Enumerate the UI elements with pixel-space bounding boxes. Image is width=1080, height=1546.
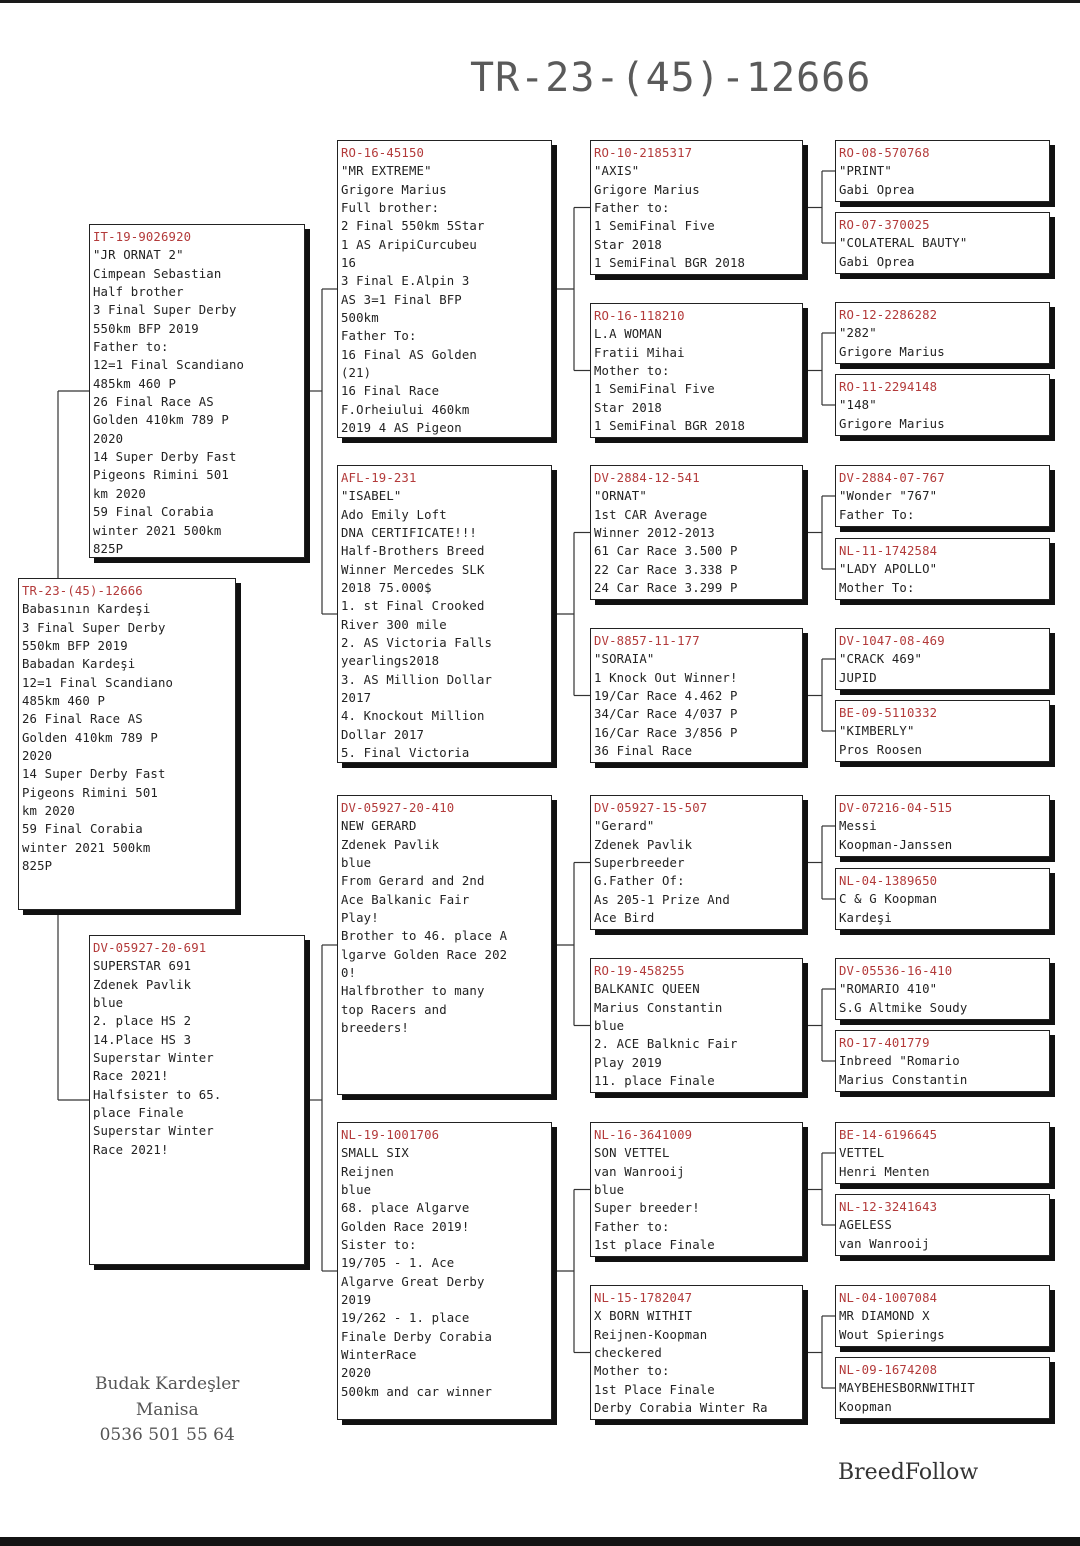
- card-line: WinterRace: [341, 1348, 417, 1363]
- card-line: yearlings2018: [341, 654, 440, 669]
- card-line: 16/Car Race 3/856 P: [594, 725, 738, 740]
- card-line: 1 SemiFinal Five: [594, 382, 715, 397]
- card-line: Half brother: [93, 285, 184, 300]
- card-line: Gabi Oprea: [839, 254, 915, 269]
- card-line: Play 2019: [594, 1055, 662, 1070]
- ring-number: AFL-19-231: [341, 471, 417, 485]
- pedigree-title: TR-23-(45)-12666: [470, 55, 872, 101]
- card-line: 2. place HS 2: [93, 1014, 192, 1029]
- card-line: AGELESS: [839, 1218, 892, 1233]
- card-line: 59 Final Corabia: [22, 822, 143, 837]
- pedigree-card-dam: [89, 935, 305, 1265]
- card-line: 2019: [341, 1293, 372, 1308]
- card-line: Golden Race 2019!: [341, 1219, 470, 1234]
- card-line: Inbreed "Romario: [839, 1054, 960, 1069]
- card-line: Finale Derby Corabia: [341, 1329, 493, 1344]
- card-line: km 2020: [93, 486, 146, 501]
- card-line: 22 Car Race 3.338 P: [594, 562, 738, 577]
- pedigree-card-ddd: [590, 1285, 803, 1420]
- card-line: van Wanrooij: [594, 1164, 685, 1179]
- ring-number: DV-2884-12-541: [594, 471, 700, 485]
- card-line: Race 2021!: [93, 1142, 169, 1157]
- ring-number: DV-1047-08-469: [839, 634, 945, 648]
- card-line: Mother To:: [839, 580, 915, 595]
- card-line: 1 SemiFinal Five: [594, 219, 715, 234]
- card-line: 14.Place HS 3: [93, 1032, 192, 1047]
- card-line: 1 Knock Out Winner!: [594, 670, 738, 685]
- card-line: 59 Final Corabia: [93, 505, 214, 520]
- card-line: 24 Car Race 3.299 P: [594, 581, 738, 596]
- card-line: 19/705 - 1. Ace: [341, 1256, 455, 1271]
- card-line: Play!: [341, 911, 379, 926]
- ring-number: DV-2884-07-767: [839, 471, 945, 485]
- card-line: 26 Final Race AS: [93, 395, 214, 410]
- card-line: Superstar Winter: [93, 1051, 214, 1066]
- card-line: Grigore Marius: [341, 182, 447, 197]
- ring-number: RO-16-118210: [594, 309, 685, 323]
- card-line: Ace Bird: [594, 911, 655, 926]
- card-line: Father to:: [93, 340, 169, 355]
- card-line: 2020: [341, 1366, 372, 1381]
- card-line: Ace Balkanic Fair: [341, 892, 470, 907]
- card-line: lgarve Golden Race 202: [341, 947, 508, 962]
- ring-number: DV-8857-11-177: [594, 634, 700, 648]
- card-line: Halfbrother to many: [341, 984, 485, 999]
- card-line: Golden 410km 789 P: [93, 413, 229, 428]
- card-line: "LADY APOLLO": [839, 562, 938, 577]
- card-line: 19/262 - 1. place: [341, 1311, 470, 1326]
- card-line: Fratii Mihai: [594, 345, 685, 360]
- bottom-bar: [0, 1537, 1080, 1546]
- ring-number: DV-05927-20-410: [341, 801, 455, 815]
- card-line: 5. Final Victoria: [341, 746, 470, 761]
- card-line: "JR ORNAT 2": [93, 248, 184, 263]
- card-line: Father To:: [839, 507, 915, 522]
- card-line: 550km BFP 2019: [93, 321, 199, 336]
- owner-city: Manisa: [135, 1399, 199, 1420]
- pedigree-card-dd: [337, 1122, 552, 1420]
- pedigree-card-ssd: [590, 303, 803, 438]
- card-line: 19/Car Race 4.462 P: [594, 689, 738, 704]
- pedigree-card-g7: [835, 628, 1050, 690]
- card-line: 36 Final Race: [594, 744, 693, 759]
- ring-number: NL-15-1782047: [594, 1291, 693, 1305]
- card-line: X BORN WITHIT: [594, 1309, 693, 1324]
- owner-contact: [95, 1372, 239, 1449]
- card-line: Wout Spierings: [839, 1327, 945, 1342]
- card-line: 68. place Algarve: [341, 1201, 470, 1216]
- card-line: Brother to 46. place A: [341, 929, 508, 944]
- card-line: JUPID: [839, 670, 877, 685]
- pedigree-card-g10: [835, 868, 1050, 930]
- card-line: Babasının Kardeşi: [22, 602, 151, 617]
- card-line: blue: [594, 1183, 625, 1198]
- owner-phone: 0536 501 55 64: [99, 1425, 235, 1445]
- card-line: Grigore Marius: [839, 416, 945, 431]
- pedigree-card-g2: [835, 212, 1050, 274]
- card-line: 1st place Finale: [594, 1238, 715, 1253]
- card-line: "ISABEL": [341, 489, 402, 504]
- card-line: DNA CERTIFICATE!!!: [341, 526, 477, 541]
- card-line: Halfsister to 65.: [93, 1087, 222, 1102]
- pedigree-card-g14: [835, 1194, 1050, 1256]
- pedigree-card-sire: [89, 224, 305, 558]
- card-line: Full brother:: [341, 201, 440, 216]
- ring-number: RO-19-458255: [594, 964, 685, 978]
- card-line: "SORAIA": [594, 652, 655, 667]
- card-line: NEW GERARD: [341, 819, 417, 834]
- pedigree-card-dss: [590, 795, 803, 930]
- card-line: Messi: [839, 819, 877, 834]
- card-line: 2. AS Victoria Falls: [341, 636, 493, 651]
- pedigree-card-sss: [590, 140, 803, 275]
- card-line: "CRACK 469": [839, 652, 923, 667]
- card-line: 485km 460 P: [22, 694, 106, 709]
- pedigree-card-g9: [835, 795, 1050, 857]
- card-line: Golden 410km 789 P: [22, 730, 158, 745]
- card-line: blue: [341, 856, 372, 871]
- card-line: 3. AS Million Dollar: [341, 672, 493, 687]
- ring-number: DV-07216-04-515: [839, 801, 953, 815]
- card-line: G.Father Of:: [594, 874, 685, 889]
- card-line: 12=1 Final Scandiano: [93, 358, 245, 373]
- card-line: VETTEL: [839, 1146, 885, 1161]
- card-line: 3 Final E.Alpin 3: [341, 274, 470, 289]
- card-line: F.Orheiului 460km: [341, 402, 470, 417]
- card-line: Superstar Winter: [93, 1124, 214, 1139]
- card-line: 2018 75.000$: [341, 581, 432, 596]
- card-line: SMALL SIX: [341, 1146, 409, 1161]
- card-line: Father To:: [341, 329, 417, 344]
- ring-number: IT-19-9026920: [93, 230, 192, 244]
- card-line: SUPERSTAR 691: [93, 959, 192, 974]
- card-line: Mother to:: [594, 1364, 670, 1379]
- card-line: blue: [594, 1019, 625, 1034]
- card-line: 825P: [22, 859, 53, 874]
- card-line: Sister to:: [341, 1238, 417, 1253]
- card-line: 11. place Finale: [594, 1074, 715, 1089]
- ring-number: RO-10-2185317: [594, 146, 693, 160]
- card-line: 485km 460 P: [93, 376, 177, 391]
- pedigree-card-g4: [835, 374, 1050, 436]
- card-line: Winner Mercedes SLK: [341, 562, 485, 577]
- card-line: SON VETTEL: [594, 1146, 670, 1161]
- pedigree-card-g1: [835, 140, 1050, 202]
- card-line: 550km BFP 2019: [22, 639, 128, 654]
- card-line: 1st CAR Average: [594, 507, 708, 522]
- card-line: Race 2021!: [93, 1069, 169, 1084]
- card-line: Pigeons Rimini 501: [22, 785, 158, 800]
- card-line: Pros Roosen: [839, 742, 923, 757]
- card-line: AS 3=1 Final BFP: [341, 292, 462, 307]
- ring-number: RO-16-45150: [341, 146, 425, 160]
- card-line: "Wonder "767": [839, 489, 938, 504]
- card-line: "ORNAT": [594, 489, 647, 504]
- ring-number: NL-04-1007084: [839, 1291, 938, 1305]
- card-line: Pigeons Rimini 501: [93, 468, 229, 483]
- card-line: top Racers and: [341, 1002, 447, 1017]
- card-line: winter 2021 500km: [22, 840, 151, 855]
- card-line: 825P: [93, 541, 124, 556]
- card-line: C & G Koopman: [839, 892, 938, 907]
- card-line: winter 2021 500km: [93, 523, 222, 538]
- card-line: 1 AS AripiCurcubeu: [341, 237, 477, 252]
- card-line: "MR EXTREME": [341, 164, 432, 179]
- ring-number: NL-19-1001706: [341, 1128, 440, 1142]
- card-line: Gabi Oprea: [839, 182, 915, 197]
- card-line: 16: [341, 256, 357, 271]
- pedigree-card-ds: [337, 795, 552, 1095]
- card-line: blue: [93, 996, 124, 1011]
- card-line: 0!: [341, 966, 357, 981]
- card-line: Zdenek Pavlik: [93, 977, 192, 992]
- card-line: 3 Final Super Derby: [93, 303, 237, 318]
- pedigree-card-dsd: [590, 958, 803, 1093]
- pedigree-card-sd: [337, 465, 552, 763]
- card-line: Half-Brothers Breed: [341, 544, 485, 559]
- card-line: Henri Menten: [839, 1164, 930, 1179]
- card-line: BALKANIC QUEEN: [594, 982, 700, 997]
- card-line: Star 2018: [594, 237, 662, 252]
- card-line: Superbreeder: [594, 856, 685, 871]
- card-line: 16 Final Race: [341, 384, 440, 399]
- card-line: Dollar 2017: [341, 727, 425, 742]
- pedigree-card-g16: [835, 1357, 1050, 1419]
- card-line: km 2020: [22, 804, 75, 819]
- ring-number: RO-12-2286282: [839, 308, 938, 322]
- card-line: "COLATERAL BAUTY": [839, 236, 968, 251]
- card-line: "282": [839, 326, 877, 341]
- card-line: Cimpean Sebastian: [93, 266, 222, 281]
- ring-number: RO-08-570768: [839, 146, 930, 160]
- card-line: 2020: [22, 749, 53, 764]
- owner-name: Budak Kardeşler: [95, 1374, 240, 1394]
- card-line: 2019 4 AS Pigeon: [341, 421, 462, 436]
- card-line: 12=1 Final Scandiano: [22, 675, 174, 690]
- card-line: Super breeder!: [594, 1201, 700, 1216]
- card-line: 61 Car Race 3.500 P: [594, 544, 738, 559]
- card-line: Kardeşi: [839, 910, 892, 925]
- card-line: Grigore Marius: [594, 182, 700, 197]
- card-line: 2. ACE Balknic Fair: [594, 1037, 738, 1052]
- card-line: 1st Place Finale: [594, 1382, 715, 1397]
- card-line: Babadan Kardeşi: [22, 657, 136, 672]
- pedigree-card-g13: [835, 1122, 1050, 1184]
- card-line: Reijnen: [341, 1164, 394, 1179]
- card-line: "AXIS": [594, 164, 640, 179]
- card-line: 26 Final Race AS: [22, 712, 143, 727]
- card-line: From Gerard and 2nd: [341, 874, 485, 889]
- pedigree-card-g11: [835, 958, 1050, 1020]
- card-line: checkered: [594, 1346, 662, 1361]
- card-line: Marius Constantin: [594, 1000, 723, 1015]
- pedigree-card-g6: [835, 538, 1050, 600]
- card-line: 14 Super Derby Fast: [22, 767, 166, 782]
- card-line: Koopman: [839, 1399, 892, 1414]
- pedigree-card-g15: [835, 1285, 1050, 1347]
- brand-label: BreedFollow: [838, 1460, 979, 1485]
- card-line: "148": [839, 398, 877, 413]
- ring-number: NL-16-3641009: [594, 1128, 693, 1142]
- ring-number: NL-12-3241643: [839, 1200, 938, 1214]
- card-line: 1 SemiFinal BGR 2018: [594, 419, 746, 434]
- pedigree-card-dds: [590, 1122, 803, 1257]
- ring-number: DV-05927-20-691: [93, 941, 207, 955]
- ring-number: NL-09-1674208: [839, 1363, 938, 1377]
- card-line: Mother to:: [594, 364, 670, 379]
- ring-number: DV-05536-16-410: [839, 964, 953, 978]
- ring-number: BE-09-5110332: [839, 706, 938, 720]
- card-line: Star 2018: [594, 400, 662, 415]
- pedigree-card-sds: [590, 465, 803, 600]
- card-line: Zdenek Pavlik: [594, 837, 693, 852]
- card-line: River 300 mile: [341, 617, 447, 632]
- pedigree-card-ss: [337, 140, 552, 438]
- ring-number: NL-04-1389650: [839, 874, 938, 888]
- ring-number: RO-07-370025: [839, 218, 930, 232]
- card-line: 500km and car winner: [341, 1384, 493, 1399]
- ring-number: BE-14-6196645: [839, 1128, 938, 1142]
- card-line: As 205-1 Prize And: [594, 892, 730, 907]
- card-line: (21): [341, 366, 372, 381]
- ring-number: NL-11-1742584: [839, 544, 938, 558]
- pedigree-card-g5: [835, 465, 1050, 527]
- card-line: L.A WOMAN: [594, 327, 662, 342]
- card-line: "Gerard": [594, 819, 655, 834]
- card-line: Algarve Great Derby: [341, 1274, 485, 1289]
- card-line: 14 Super Derby Fast: [93, 450, 237, 465]
- pedigree-card-g8: [835, 700, 1050, 762]
- card-line: Father to:: [594, 1219, 670, 1234]
- ring-number: DV-05927-15-507: [594, 801, 708, 815]
- pedigree-card-g3: [835, 302, 1050, 364]
- card-line: 2017: [341, 691, 372, 706]
- card-line: 3 Final Super Derby: [22, 620, 166, 635]
- card-line: 34/Car Race 4/037 P: [594, 707, 738, 722]
- card-line: Winner 2012-2013: [594, 526, 715, 541]
- ring-number: RO-17-401779: [839, 1036, 930, 1050]
- card-line: Koopman-Janssen: [839, 837, 953, 852]
- card-line: van Wanrooij: [839, 1236, 930, 1251]
- card-line: 4. Knockout Million: [341, 709, 485, 724]
- pedigree-card-subject: [18, 578, 236, 910]
- card-line: breeders!: [341, 1021, 409, 1036]
- card-line: Derby Corabia Winter Ra: [594, 1401, 768, 1416]
- pedigree-card-g12: [835, 1030, 1050, 1092]
- card-line: Reijnen-Koopman: [594, 1327, 708, 1342]
- card-line: Grigore Marius: [839, 344, 945, 359]
- card-line: Zdenek Pavlik: [341, 837, 440, 852]
- ring-number: RO-11-2294148: [839, 380, 938, 394]
- card-line: Marius Constantin: [839, 1072, 968, 1087]
- card-line: "ROMARIO 410": [839, 982, 938, 997]
- pedigree-card-sdd: [590, 628, 803, 763]
- card-line: Ado Emily Loft: [341, 507, 447, 522]
- card-line: "PRINT": [839, 164, 892, 179]
- card-line: 500km: [341, 311, 379, 326]
- card-line: blue: [341, 1183, 372, 1198]
- card-line: 1. st Final Crooked: [341, 599, 485, 614]
- card-line: "KIMBERLY": [839, 724, 915, 739]
- ring-number: TR-23-(45)-12666: [22, 584, 143, 598]
- card-line: MAYBEHESBORNWITHIT: [839, 1381, 975, 1396]
- card-line: MR DIAMOND X: [839, 1309, 930, 1324]
- card-line: 2 Final 550km 5Star: [341, 219, 485, 234]
- card-line: place Finale: [93, 1106, 184, 1121]
- card-line: 1 SemiFinal BGR 2018: [594, 256, 746, 271]
- card-line: Father to:: [594, 201, 670, 216]
- card-line: 16 Final AS Golden: [341, 347, 477, 362]
- card-line: S.G Altmike Soudy: [839, 1000, 968, 1015]
- card-line: 2020: [93, 431, 124, 446]
